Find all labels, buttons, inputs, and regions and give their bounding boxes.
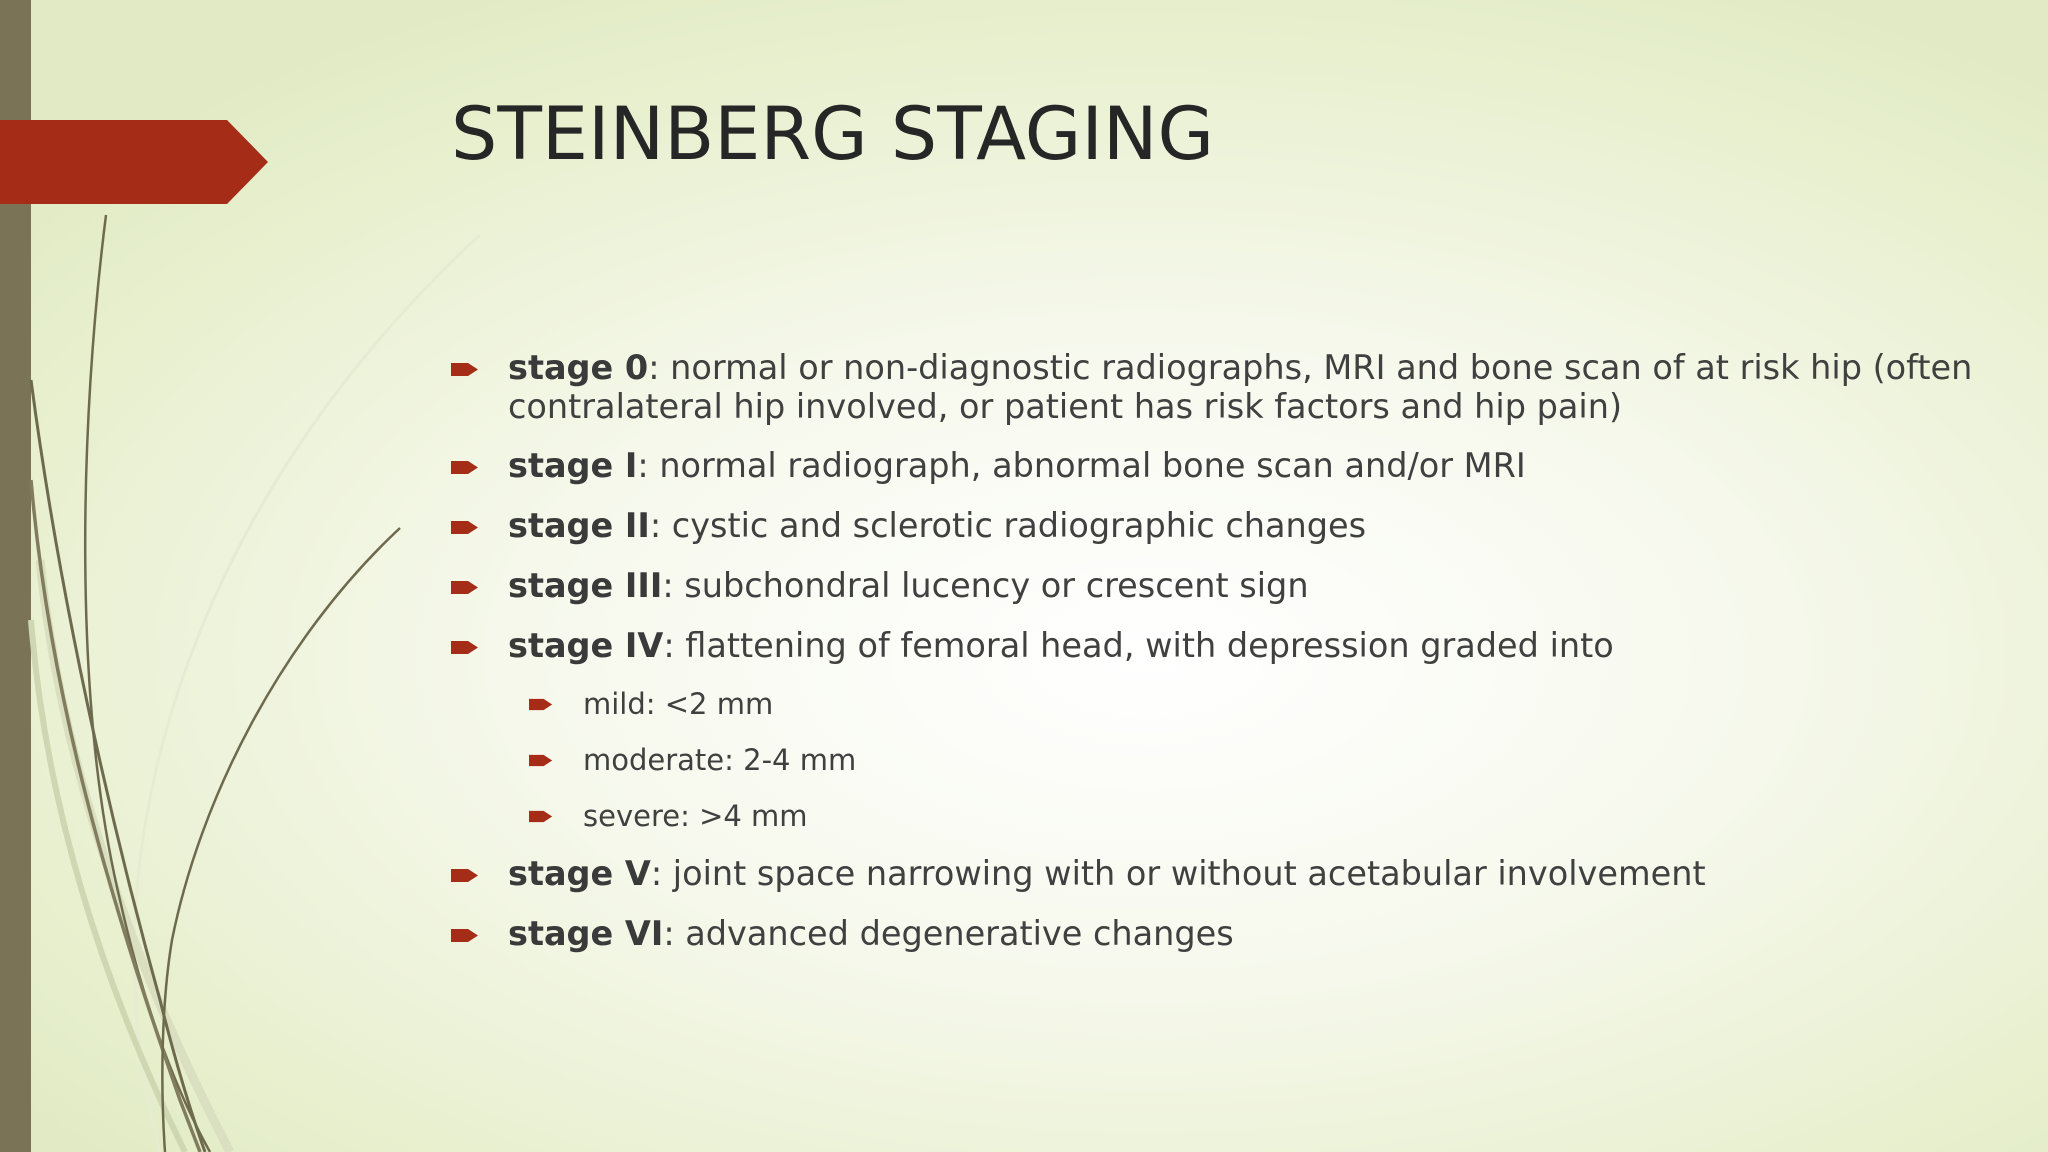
list-item	[451, 566, 2011, 606]
list-item	[451, 626, 2011, 666]
sub-item-text: mild: <2 mm	[583, 687, 774, 721]
list-item	[451, 854, 2011, 894]
arrow-bullet-icon	[451, 519, 479, 536]
arrow-bullet-icon	[451, 867, 479, 884]
stage-description: : advanced degenerative changes	[663, 914, 1234, 953]
sub-item-text: moderate: 2-4 mm	[583, 743, 857, 777]
arrow-bullet-icon	[451, 639, 479, 656]
arrow-bullet-icon	[529, 753, 553, 768]
arrow-bullet-icon	[451, 927, 479, 944]
stage-label: stage V	[508, 854, 651, 893]
stage-label: stage I	[508, 446, 638, 485]
stage-list	[451, 348, 2011, 974]
sub-list-item	[451, 686, 2011, 722]
list-item	[451, 506, 2011, 546]
stage-label: stage IV	[508, 626, 664, 665]
title-arrow-tab	[0, 0, 270, 210]
arrow-bullet-icon	[451, 459, 479, 476]
stage-label: stage III	[508, 566, 663, 605]
list-item	[451, 446, 2011, 486]
list-item	[451, 914, 2011, 954]
arrow-bullet-icon	[529, 697, 553, 712]
stage-description: : normal radiograph, abnormal bone scan and/or MRI	[637, 446, 1526, 485]
list-item	[451, 348, 2011, 426]
arrow-bullet-icon	[451, 361, 479, 378]
stage-description: : normal or non-diagnostic radiographs, MRI and bone scan of at risk hip (often contralateral hip involved, or patient has risk factors and hip pain)	[508, 348, 1973, 426]
arrow-bullet-icon	[451, 579, 479, 596]
stage-label: stage VI	[508, 914, 664, 953]
stage-description: : subchondral lucency or crescent sign	[662, 566, 1309, 605]
stage-description: : cystic and sclerotic radiographic changes	[649, 506, 1367, 545]
sub-list-item	[451, 798, 2011, 834]
sub-item-text: severe: >4 mm	[583, 799, 808, 833]
sub-list-item	[451, 742, 2011, 778]
arrow-bullet-icon	[529, 809, 553, 824]
stage-label: stage II	[508, 506, 650, 545]
stage-label: stage 0	[508, 348, 649, 387]
stage-description: : flattening of femoral head, with depression graded into	[663, 626, 1614, 665]
stage-description: : joint space narrowing with or without acetabular involvement	[650, 854, 1706, 893]
slide-title: STEINBERG STAGING	[451, 92, 1215, 177]
